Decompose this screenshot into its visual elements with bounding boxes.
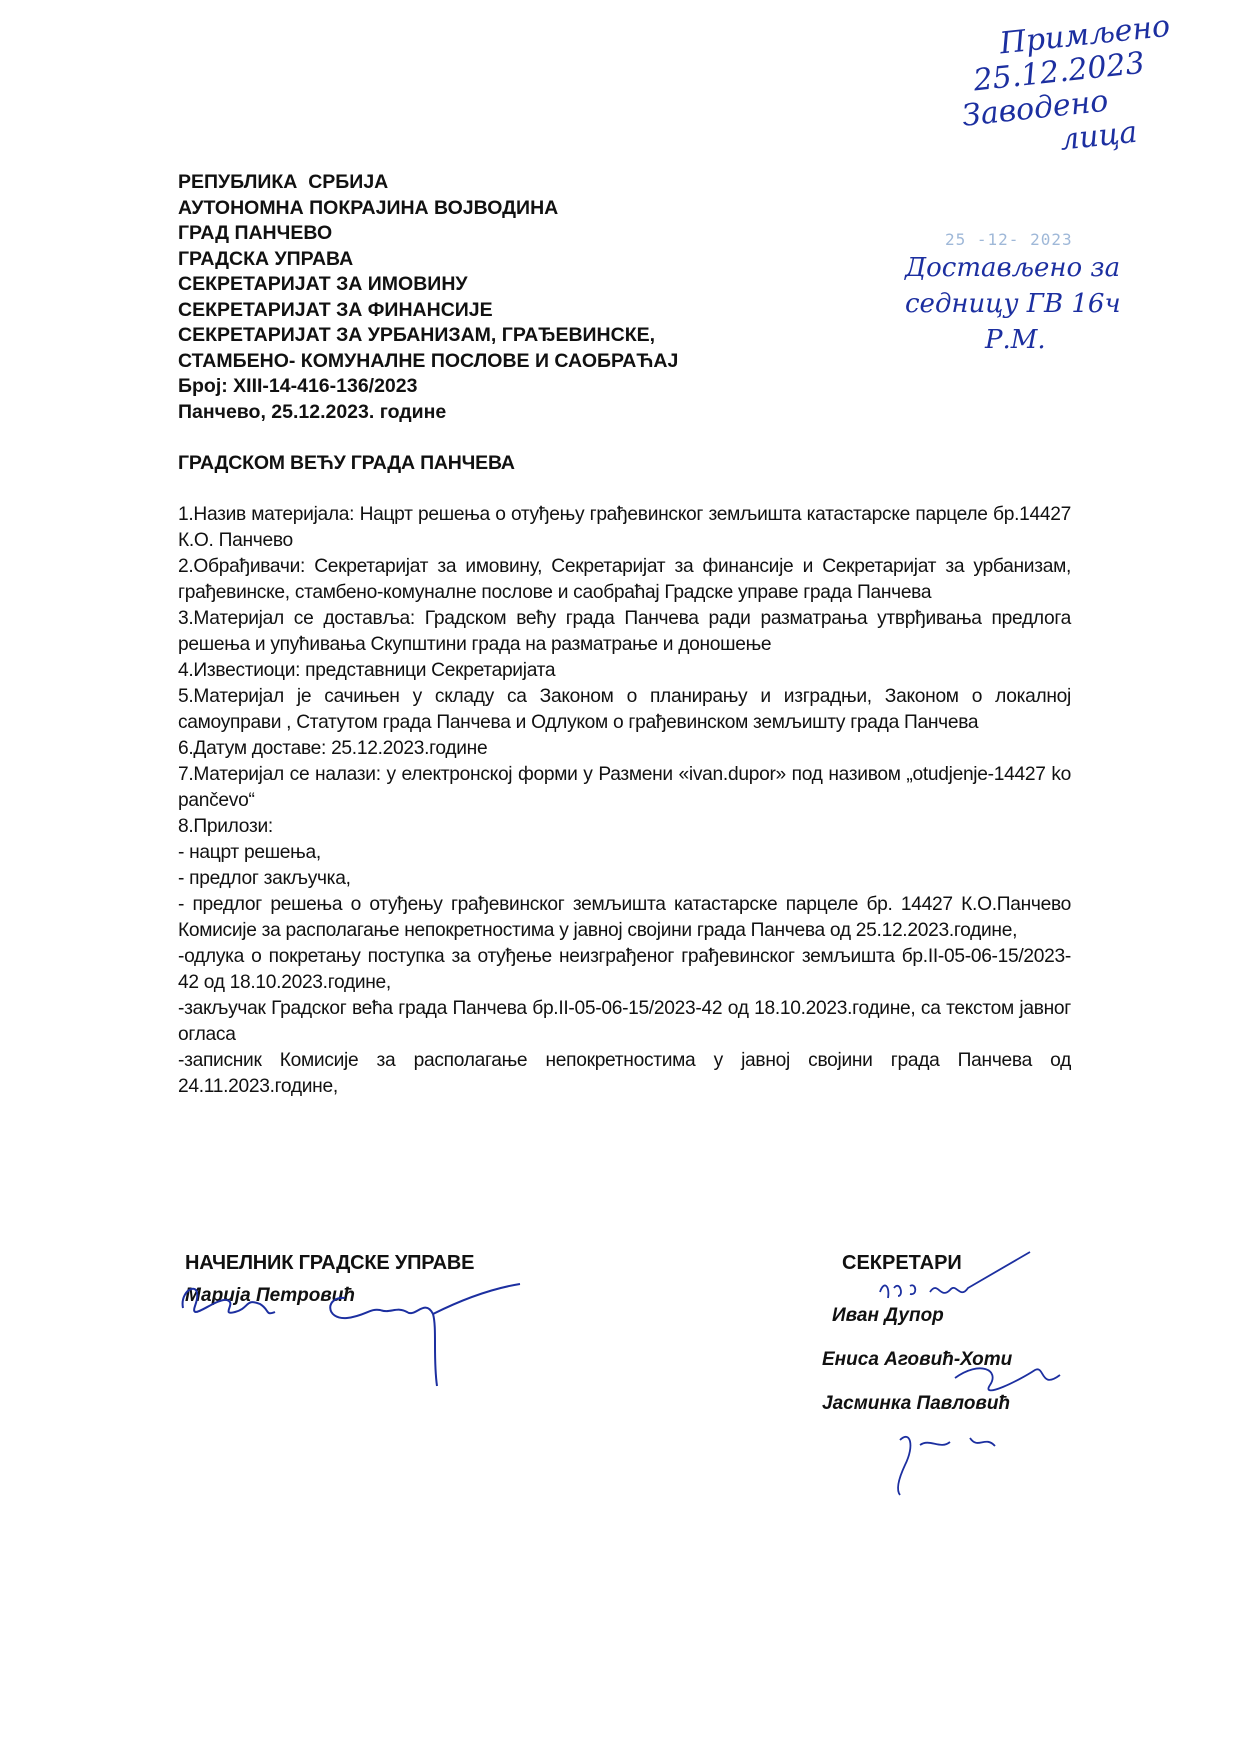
attachment-item: - предлог решења о отуђењу грађевинског земљишта катастарске парцеле бр. 14427 К.О.Панчево Комисије за располагање непокретностима у јавној својини града Панчева од 25.12.2023.године, [178,894,1071,941]
attachment-item: - предлог закључка, [178,868,351,889]
letterhead-line: АУТОНОМНА ПОКРАЈИНА ВОЈВОДИНА [178,196,559,219]
signatory-name: Јасминка Павловић [822,1393,1011,1414]
item-delivery-date: 6.Датум доставе: 25.12.2023.године [178,738,488,759]
handwritten-received-note [929,10,1183,170]
letterhead [178,170,678,425]
delivery-note-line: седницу ГВ 16ч [905,289,1121,319]
letterhead-line: СЕКРЕТАРИЈАТ ЗА ИМОВИНУ [178,273,468,295]
attachment-item: -закључак Градског већа града Панчева бр.II-05-06-15/2023-42 од 18.10.2023.године, са текстом јавног огласа [178,998,1071,1045]
signatories-title: СЕКРЕТАРИ [842,1252,962,1274]
received-note-line: Заводено [960,83,1110,134]
signatory-name: Иван Дупор [832,1305,944,1326]
attachment-item: - нацрт решења, [178,842,321,863]
item-material-name: 1.Назив материјала: Нацрт решења о отуђењу грађевинског земљишта катастарске парцеле бр.14427 К.О. Панчево [178,504,1071,551]
letterhead-line: СТАМБЕНО- КОМУНАЛНЕ ПОСЛОВЕ И САОБРАЋАЈ [178,349,679,372]
document-date: Панчево, 25.12.2023. године [178,400,447,423]
date-stamp: 25 -12- 2023 [945,230,1073,249]
document-body [178,502,1071,1100]
item-attachments-heading: 8.Прилози: [178,816,273,837]
item-rapporteurs: 4.Известиоци: представници Секретаријата [178,660,556,681]
document-number: Број: XIII-14-416-136/2023 [178,375,418,397]
letterhead-line: ГРАДСКА УПРАВА [178,247,354,270]
item-processors: 2.Обрађивачи: Секретаријат за имовину, Секретаријат за финансије и Секретаријат за урбанизам, грађевинске, стамбено-комуналне послове и саобраћај Градске управе града Панчева [178,556,1071,603]
attachment-item: -записник Комисије за располагање непокретностима у јавној својини града Панчева од 24.11.2023.године, [178,1050,1071,1097]
handwritten-delivery-note [905,250,1121,358]
item-legal-basis: 5.Материјал је сачињен у складу са Законом о планирању и изградњи, Законом о локалној самоуправи , Статутом града Панчева и Одлуком о грађевинском земљишту града Панчева [178,686,1071,733]
attachment-item: -одлука о покретању поступка за отуђење неизграђеног грађевинског земљишта бр.II-05-06-15/2023-42 од 18.10.2023.године, [178,946,1071,993]
signatory-name: Марија Петровић [185,1285,355,1306]
delivery-note-line: Р.М. [985,325,1046,355]
letterhead-line: ГРАД ПАНЧЕВО [178,222,333,244]
addressee: ГРАДСКОМ ВЕЋУ ГРАДА ПАНЧЕВА [178,452,515,474]
handwritten-signature-icon [860,1250,1060,1500]
received-note-line: 25.12.2023 [971,45,1147,99]
item-electronic-location: 7.Материјал се налази: у електронској форми у Размени «ivan.dupor» под називом „otudjenje-14427 ko pančevo“ [178,764,1071,811]
signatory-name: Ениса Аговић-Хоти [822,1349,1013,1370]
signatory-title: НАЧЕЛНИК ГРАДСКЕ УПРАВЕ [185,1252,475,1274]
delivery-note-line: Достављено за [905,253,1121,283]
handwritten-signature-icon [175,1268,535,1388]
item-delivered-to: 3.Материјал се доставља: Градском већу града Панчева ради разматрања утврђивања предлога решења и упућивања Скупштини града на разматрање и доношење [178,608,1071,655]
received-note-line: лица [1058,114,1139,158]
letterhead-line: РЕПУБЛИКА СРБИЈА [178,171,389,193]
letterhead-line: СЕКРЕТАРИЈАТ ЗА ФИНАНСИЈЕ [178,298,493,321]
letterhead-line: СЕКРЕТАРИЈАТ ЗА УРБАНИЗАМ, ГРАЂЕВИНСКЕ, [178,324,656,346]
received-note-line: Примљено [998,8,1172,62]
